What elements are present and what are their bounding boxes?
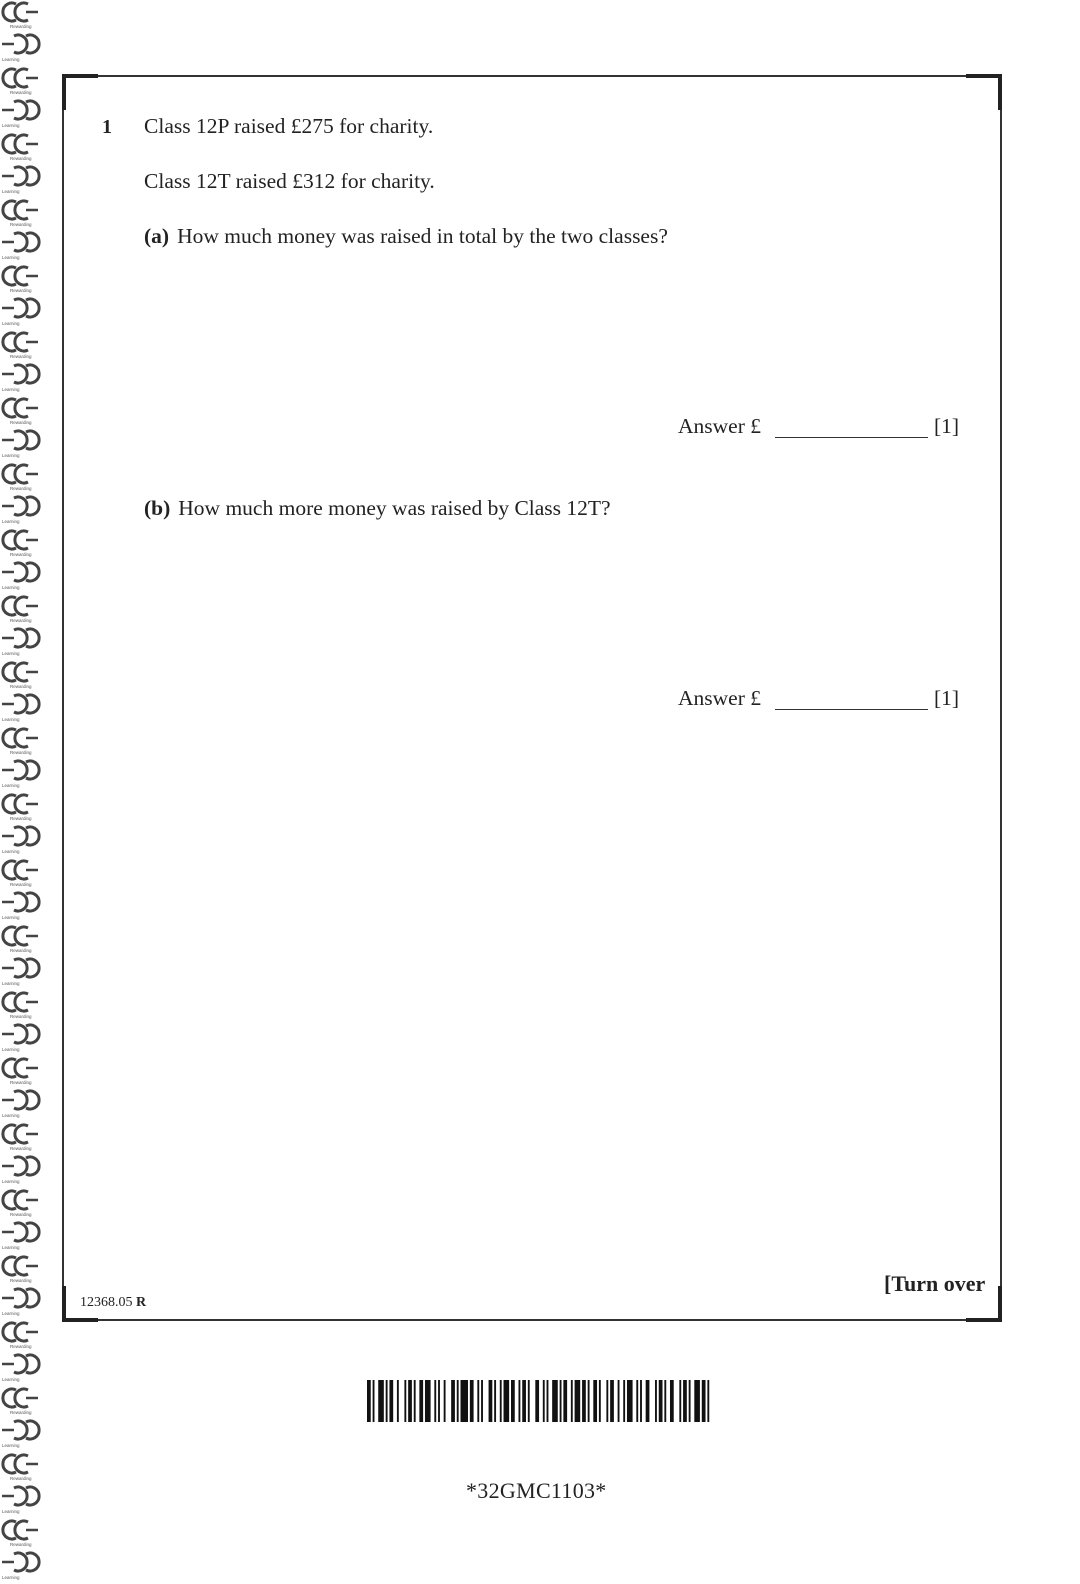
svg-text:Learning: Learning	[2, 783, 20, 788]
svg-text:Rewarding: Rewarding	[10, 618, 32, 623]
ccea-logo-icon	[0, 1386, 44, 1452]
barcode-bar	[504, 1380, 510, 1422]
barcode-bar	[636, 1380, 638, 1422]
ccea-logo-icon	[0, 132, 44, 198]
part-a-answer-line	[678, 414, 960, 438]
barcode-bar	[593, 1380, 597, 1422]
barcode-bar	[457, 1380, 459, 1422]
ccea-logo-icon	[0, 1518, 44, 1584]
svg-text:Rewarding: Rewarding	[10, 24, 32, 29]
ccea-logo-icon	[0, 660, 44, 726]
svg-text:Learning: Learning	[2, 519, 20, 524]
ccea-logo-icon	[0, 330, 44, 396]
ccea-logo-icon	[0, 858, 44, 924]
frame-corner	[62, 1318, 98, 1322]
paper-code-number: 12368.05	[80, 1295, 133, 1310]
svg-text:Learning: Learning	[2, 1047, 20, 1052]
question-number: 1	[102, 116, 112, 138]
barcode-bar	[408, 1380, 412, 1422]
svg-text:Learning: Learning	[2, 1377, 20, 1382]
svg-text:Rewarding: Rewarding	[10, 1212, 32, 1217]
barcode-bar	[670, 1380, 674, 1422]
question-statement-1: Class 12P raised £275 for charity.	[144, 114, 434, 138]
barcode-bar	[373, 1380, 375, 1422]
frame-corner	[62, 74, 98, 78]
barcode-bar	[552, 1380, 558, 1422]
barcode-bar	[683, 1380, 687, 1422]
ccea-logo-icon	[0, 726, 44, 792]
barcode-bar	[610, 1380, 614, 1422]
barcode-bar	[528, 1380, 530, 1422]
svg-text:Rewarding: Rewarding	[10, 1146, 32, 1151]
svg-text:Rewarding: Rewarding	[10, 882, 32, 887]
svg-text:Learning: Learning	[2, 585, 20, 590]
ccea-logo-icon	[0, 0, 44, 66]
barcode-bar	[434, 1380, 436, 1422]
question-frame	[62, 75, 1002, 1321]
barcode-icon	[367, 1380, 713, 1422]
barcode-bar	[461, 1380, 468, 1422]
svg-text:Rewarding: Rewarding	[10, 1410, 32, 1415]
svg-text:Learning: Learning	[2, 1245, 20, 1250]
barcode-bar	[500, 1380, 502, 1422]
barcode-bar	[367, 1380, 371, 1422]
frame-corner	[998, 74, 1002, 110]
barcode-bar	[378, 1380, 384, 1422]
svg-text:Rewarding: Rewarding	[10, 486, 32, 491]
barcode-bar	[582, 1380, 586, 1422]
svg-text:Rewarding: Rewarding	[10, 1014, 32, 1019]
ccea-logo-icon	[0, 1122, 44, 1188]
svg-text:Learning: Learning	[2, 57, 20, 62]
barcode-bar	[494, 1380, 496, 1422]
part-b-label: (b)	[144, 496, 171, 520]
frame-corner	[62, 74, 66, 110]
barcode-bar	[571, 1380, 573, 1422]
svg-text:Rewarding: Rewarding	[10, 354, 32, 359]
svg-text:Rewarding: Rewarding	[10, 1542, 32, 1547]
barcode-bar	[481, 1380, 483, 1422]
barcode-bar	[470, 1380, 474, 1422]
barcode-bar	[575, 1380, 581, 1422]
ccea-logo-icon	[0, 396, 44, 462]
barcode-bar	[419, 1380, 423, 1422]
barcode-bar	[489, 1380, 493, 1422]
barcode-bar	[588, 1380, 590, 1422]
svg-text:Rewarding: Rewarding	[10, 750, 32, 755]
barcode-bar	[599, 1380, 601, 1422]
svg-text:Rewarding: Rewarding	[10, 420, 32, 425]
part-b-text: How much more money was raised by Class 12T?	[178, 496, 611, 520]
turn-over-label: [Turn over	[884, 1271, 986, 1296]
svg-text:Learning: Learning	[2, 1575, 20, 1580]
part-a-marks: [1]	[934, 414, 960, 438]
ccea-logo-icon	[0, 198, 44, 264]
ccea-logo-icon	[0, 1056, 44, 1122]
frame-corner	[966, 74, 1002, 78]
barcode-bar	[560, 1380, 562, 1422]
part-a-answer-label: Answer £	[678, 414, 761, 438]
barcode-bar	[623, 1380, 625, 1422]
frame-corner	[62, 1286, 66, 1322]
barcode-bar	[707, 1380, 709, 1422]
frame-corner	[966, 1318, 1002, 1322]
barcode-bar	[425, 1380, 431, 1422]
part-b-marks: [1]	[934, 686, 960, 710]
barcode-bar	[646, 1380, 650, 1422]
barcode-bar	[659, 1380, 663, 1422]
part-b-answer-blank[interactable]	[775, 708, 928, 710]
barcode-bar	[618, 1380, 620, 1422]
svg-text:Rewarding: Rewarding	[10, 816, 32, 821]
part-a-question	[144, 226, 668, 248]
svg-text:Learning: Learning	[2, 651, 20, 656]
svg-text:Learning: Learning	[2, 255, 20, 260]
barcode-bar	[438, 1380, 440, 1422]
barcode-bar	[664, 1380, 666, 1422]
barcode-bar	[386, 1380, 388, 1422]
barcode-bar	[689, 1380, 691, 1422]
barcode-bar	[511, 1380, 515, 1422]
question-statement-2: Class 12T raised £312 for charity.	[144, 169, 435, 193]
ccea-logo-icon	[0, 66, 44, 132]
ccea-watermark-strip	[0, 0, 44, 1580]
barcode-bar	[522, 1380, 526, 1422]
barcode-bar	[547, 1380, 549, 1422]
barcode-bar	[535, 1380, 539, 1422]
svg-text:Rewarding: Rewarding	[10, 156, 32, 161]
svg-text:Rewarding: Rewarding	[10, 1476, 32, 1481]
barcode-bar	[518, 1380, 520, 1422]
svg-text:Rewarding: Rewarding	[10, 222, 32, 227]
part-a-text: How much money was raised in total by the two classes?	[177, 224, 668, 248]
svg-text:Rewarding: Rewarding	[10, 684, 32, 689]
svg-text:Rewarding: Rewarding	[10, 948, 32, 953]
barcode-bar	[640, 1380, 642, 1422]
svg-text:Learning: Learning	[2, 123, 20, 128]
barcode-bar	[404, 1380, 406, 1422]
svg-text:Learning: Learning	[2, 1311, 20, 1316]
barcode-bar	[627, 1380, 633, 1422]
part-b-question	[144, 498, 611, 520]
barcode-bar	[414, 1380, 416, 1422]
barcode-bar	[606, 1380, 608, 1422]
ccea-logo-icon	[0, 528, 44, 594]
ccea-logo-icon	[0, 462, 44, 528]
barcode-bar	[451, 1380, 455, 1422]
barcode-bar	[389, 1380, 393, 1422]
svg-text:Rewarding: Rewarding	[10, 288, 32, 293]
ccea-logo-icon	[0, 1254, 44, 1320]
barcode-bar	[655, 1380, 657, 1422]
barcode-bar	[543, 1380, 545, 1422]
svg-text:Learning: Learning	[2, 1443, 20, 1448]
svg-text:Learning: Learning	[2, 387, 20, 392]
svg-text:Learning: Learning	[2, 1509, 20, 1514]
svg-text:Learning: Learning	[2, 1179, 20, 1184]
svg-text:Learning: Learning	[2, 1113, 20, 1118]
paper-code	[80, 1295, 146, 1311]
ccea-logo-icon	[0, 1320, 44, 1386]
svg-text:Rewarding: Rewarding	[10, 1278, 32, 1283]
svg-text:Rewarding: Rewarding	[10, 90, 32, 95]
barcode-bar	[563, 1380, 567, 1422]
barcode-bar	[694, 1380, 700, 1422]
barcode-bar	[477, 1380, 479, 1422]
ccea-logo-icon	[0, 1452, 44, 1518]
part-a-answer-blank[interactable]	[775, 436, 928, 438]
svg-text:Learning: Learning	[2, 915, 20, 920]
svg-text:Learning: Learning	[2, 321, 20, 326]
svg-text:Learning: Learning	[2, 717, 20, 722]
barcode-bar	[397, 1380, 399, 1422]
ccea-logo-icon	[0, 792, 44, 858]
svg-text:Learning: Learning	[2, 981, 20, 986]
part-a-label: (a)	[144, 224, 170, 248]
part-b-answer-line	[678, 686, 960, 710]
part-b-answer-label: Answer £	[678, 686, 761, 710]
ccea-logo-icon	[0, 1188, 44, 1254]
ccea-logo-icon	[0, 594, 44, 660]
svg-text:Rewarding: Rewarding	[10, 552, 32, 557]
ccea-logo-icon	[0, 990, 44, 1056]
svg-text:Learning: Learning	[2, 453, 20, 458]
svg-text:Learning: Learning	[2, 189, 20, 194]
barcode-text: *32GMC1103*	[466, 1478, 607, 1503]
ccea-logo-icon	[0, 264, 44, 330]
barcode-bar	[702, 1380, 706, 1422]
barcode-bar	[679, 1380, 681, 1422]
svg-text:Rewarding: Rewarding	[10, 1344, 32, 1349]
svg-text:Learning: Learning	[2, 849, 20, 854]
ccea-logo-icon	[0, 924, 44, 990]
frame-corner	[998, 1286, 1002, 1322]
svg-text:Rewarding: Rewarding	[10, 1080, 32, 1085]
barcode-bar	[444, 1380, 446, 1422]
paper-code-suffix: R	[136, 1295, 147, 1310]
